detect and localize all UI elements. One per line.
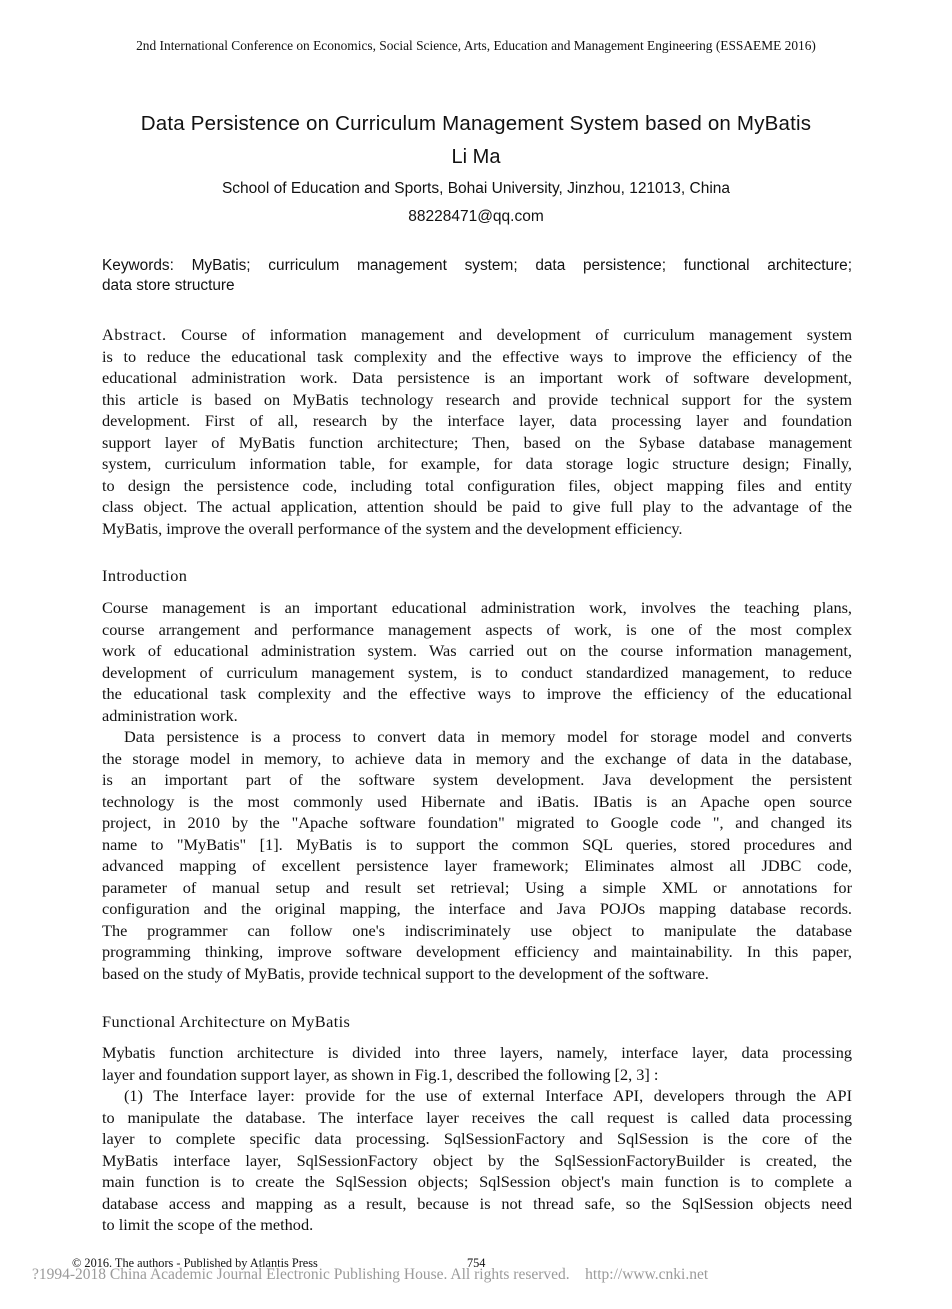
abstract-line: is to reduce the educational task complexity and the effective ways to improve the efficiency of the (102, 346, 852, 366)
paragraph-line: the educational task complexity and the effective ways to improve the efficiency of the educational (102, 684, 852, 703)
paragraph-line: main function is to create the SqlSession objects; SqlSession object's main function is to complete a (102, 1172, 852, 1191)
abstract-line: system, curriculum information table, for example, for data storage logic structure design; Finally, (102, 454, 852, 473)
author-affiliation: School of Education and Sports, Bohai University, Jinzhou, 121013, China (221, 180, 731, 197)
abstract-line: class object. The actual application, attention should be paid to give full play to the advantage of the (102, 497, 852, 516)
paragraph-line: work of educational administration system. Was carried out on the course information management, (102, 641, 852, 660)
paragraph-line: layer and foundation support layer, as shown in Fig.1, described the following [2, 3] : (102, 1064, 659, 1084)
paragraph-line: advanced mapping of excellent persistence layer framework; Eliminates almost all JDBC code, (102, 856, 852, 875)
paragraph-line: to limit the scope of the method. (102, 1215, 314, 1234)
paragraph-line: based on the study of MyBatis, provide technical support to the development of the software. (102, 963, 709, 983)
paragraph-line: MyBatis interface layer, SqlSessionFactory object by the SqlSessionFactoryBuilder is created, the (102, 1150, 852, 1170)
paragraph-line: technology is the most commonly used Hibernate and iBatis. IBatis is an Apache open source (102, 791, 852, 811)
footer-copyright: © 2016. The authors - Published by Atlantis Press (72, 1256, 318, 1270)
author-email: 88228471@qq.com (408, 208, 544, 225)
paragraph-line: parameter of manual setup and result set retrieval; Using a simple XML or annotations for (102, 877, 852, 897)
abstract-text: Course of information management and development of curriculum management system (181, 325, 852, 344)
keywords-line: data store structure (102, 277, 235, 294)
page-number: 754 (467, 1256, 486, 1270)
paragraph-line: to manipulate the database. The interface layer receives the call request is called data processing (102, 1107, 852, 1127)
paragraph-line: (1) The Interface layer: provide for the use of external Interface API, developers through the API (124, 1086, 852, 1105)
paragraph-line: database access and mapping as a result, because is not thread safe, so the SqlSession objects need (102, 1193, 852, 1213)
paragraph-line: development of curriculum management system, is to conduct standardized management, to reduce (102, 662, 852, 682)
paragraph-line: configuration and the original mapping, the interface and Java POJOs mapping database records. (102, 899, 852, 918)
paragraph-line: is an important part of the software system development. Java development the persistent (102, 770, 852, 789)
paragraph-line: The programmer can follow one's indiscriminately use object to manipulate the database (102, 920, 852, 940)
abstract-line (102, 324, 852, 346)
abstract-label: Abstract. (102, 325, 167, 344)
paragraph-line: administration work. (102, 705, 238, 725)
paper-title: Data Persistence on Curriculum Management System based on MyBatis (140, 112, 812, 135)
author-name: Li Ma (451, 146, 501, 168)
abstract-line: MyBatis, improve the overall performance of the system and the development efficiency. (102, 518, 683, 538)
abstract-line: development. First of all, research by the interface layer, data processing layer and foundation (102, 411, 852, 430)
abstract-line: support layer of MyBatis function architecture; Then, based on the Sybase database management (102, 432, 852, 452)
paragraph-line: name to "MyBatis" [1]. MyBatis is to support the common SQL queries, stored procedures and (102, 834, 852, 854)
abstract-line: educational administration work. Data persistence is an important work of software development, (102, 368, 852, 387)
section-introduction-body (102, 597, 852, 984)
abstract-line: this article is based on MyBatis technology research and provide technical support for the system (102, 389, 852, 409)
paragraph-line: Data persistence is a process to convert data in memory model for storage model and converts (124, 727, 852, 746)
keywords (102, 256, 852, 296)
paragraph-line: programming thinking, improve software development efficiency and maintainability. In this paper, (102, 942, 852, 961)
keywords-line: Keywords: MyBatis; curriculum management system; data persistence; functional architecture; (102, 257, 852, 274)
conference-header: 2nd International Conference on Economics, Social Science, Arts, Education and Management Engineering (ESSAEME 2016) (136, 38, 816, 53)
section-heading-functional-architecture: Functional Architecture on MyBatis (102, 1012, 351, 1031)
paragraph-line: Mybatis function architecture is divided into three layers, namely, interface layer, data processing (102, 1043, 852, 1062)
paragraph-line: course arrangement and performance management aspects of work, is one of the most complex (102, 619, 852, 639)
paragraph-line: the storage model in memory, to achieve data in memory and the exchange of data in the database, (102, 748, 852, 768)
paragraph-line: Course management is an important educational administration work, involves the teaching plans, (102, 598, 852, 617)
paragraph-line: layer to complete specific data processing. SqlSessionFactory and SqlSession is the core of the (102, 1129, 852, 1148)
abstract-line: to design the persistence code, including total configuration files, object mapping files and entity (102, 475, 852, 495)
section-heading-introduction: Introduction (102, 566, 188, 585)
section-functional-architecture-body (102, 1042, 852, 1236)
paragraph-line: project, in 2010 by the "Apache software foundation" migrated to Google code ", and changed its (102, 813, 852, 832)
abstract (102, 324, 852, 539)
cnki-watermark: ?1994-2018 China Academic Journal Electronic Publishing House. All rights reserved. http://www.cnki.net (32, 1266, 709, 1283)
